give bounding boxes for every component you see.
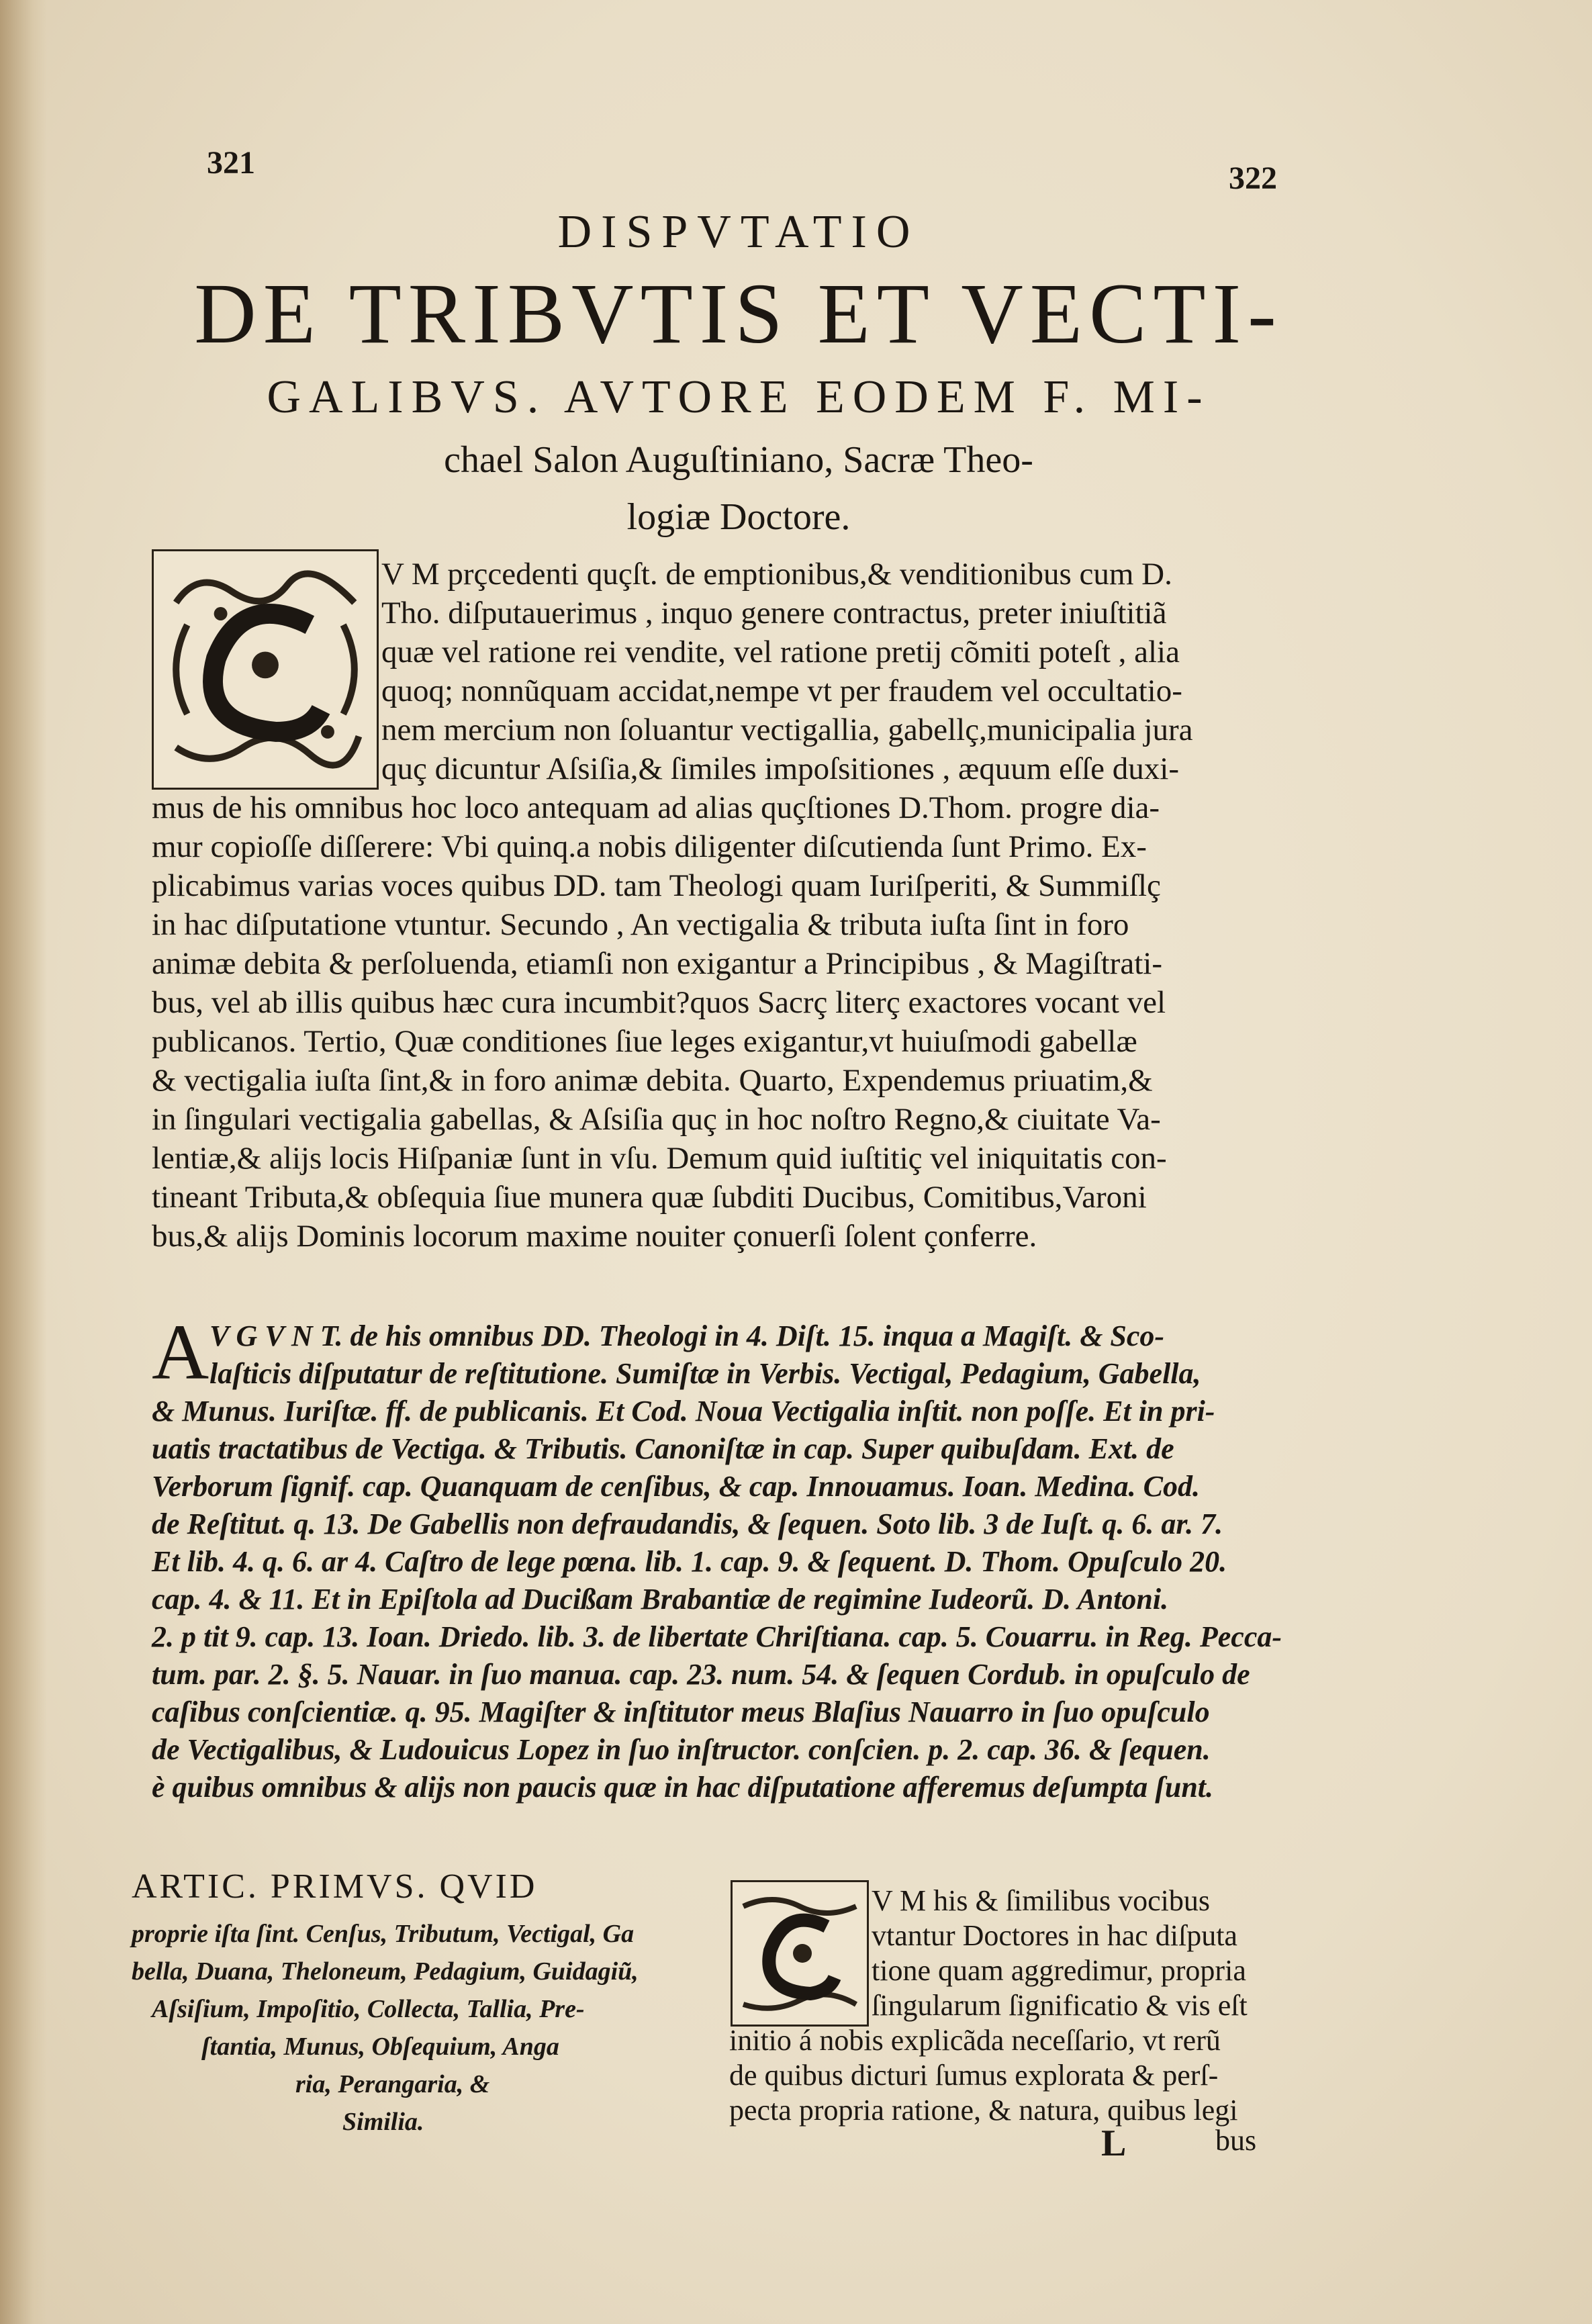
intro-line: in ſingulari vectigalia gabellas, & Aſsiſia quç in hoc noſtro Regno,& ciuitate Va- xyxy=(152,1102,1161,1137)
title-line-5: logiæ Doctore. xyxy=(626,496,851,538)
title-line-3: GALIBVS. AVTORE EODEM F. MI- xyxy=(267,371,1211,423)
augunt-line: Verborum ſignif. cap. Quanquam de cenſibus, & cap. Innouamus. Ioan. Medina. Cod. xyxy=(152,1470,1201,1503)
article-line: proprie iſta ſint. Cenſus, Tributum, Vectigal, Ga xyxy=(132,1920,635,1948)
right-column-line: vtantur Doctores in hac diſputa xyxy=(872,1919,1237,1952)
augunt-line: de Vectigalibus, & Ludouicus Lopez in ſuo inſtructor. conſcien. p. 2. cap. 36. & ſequen. xyxy=(152,1733,1211,1766)
intro-line: quç dicuntur Aſsiſia,& ſimiles impoſsitiones , æquum eſſe duxi- xyxy=(381,751,1179,786)
augunt-line: V G V N T. de his omnibus DD. Theologi in 4. Diſt. 15. inqua a Magiſt. & Sco- xyxy=(209,1319,1165,1352)
intro-line: tineant Tributa,& obſequia ſiue munera quæ ſubditi Ducibus, Comitibus,Varoni xyxy=(152,1180,1147,1215)
signature-mark: L xyxy=(1101,2123,1127,2164)
article-line: ria, Perangaria, & xyxy=(295,2070,490,2098)
intro-line: nem mercium non ſoluantur vectigallia, gabellç,municipalia jura xyxy=(381,712,1193,747)
ornament-icon xyxy=(154,551,377,788)
decorated-initial-c xyxy=(152,549,379,790)
article-line: Similia. xyxy=(342,2108,424,2136)
article-heading: ARTIC. PRIMVS. QVID xyxy=(132,1867,538,1906)
intro-line: bus, vel ab illis quibus hæc cura incumbit?quos Sacrç literç exactores vocant vel xyxy=(152,985,1166,1020)
binding-gutter xyxy=(0,0,47,2324)
augunt-line: laſticis diſputatur de reſtitutione. Sumiſtæ in Verbis. Vectigal, Pedagium, Gabella, xyxy=(209,1357,1201,1390)
catchword: bus xyxy=(1215,2124,1257,2157)
right-column-line: initio á nobis explicãda neceſſario, vt rerũ xyxy=(729,2024,1221,2057)
intro-line: Tho. diſputauerimus , inquo genere contractus, preter iniuſtitiã xyxy=(381,596,1167,631)
page-number-left: 321 xyxy=(207,145,255,181)
intro-line: V M prçcedenti quçſt. de emptionibus,& venditionibus cum D. xyxy=(381,557,1172,592)
augunt-line: è quibus omnibus & alijs non paucis quæ in hac diſputatione afferemus deſumpta ſunt. xyxy=(152,1771,1214,1804)
right-column-line: ſingularum ſignificatio & vis eſt xyxy=(872,1989,1248,2022)
augunt-line: uatis tractatibus de Vectiga. & Tributis. Canoniſtæ in cap. Super quibuſdam. Ext. de xyxy=(152,1432,1174,1465)
article-line: bella, Duana, Theloneum, Pedagium, Guidagiũ, xyxy=(132,1957,639,1986)
augunt-line: Et lib. 4. q. 6. ar 4. Caſtro de lege pœna. lib. 1. cap. 9. & ſequent. D. Thom. Opuſculo 20. xyxy=(152,1545,1227,1578)
augunt-line: & Munus. Iuriſtæ. ff. de publicanis. Et Cod. Noua Vectigalia inſtit. non poſſe. Et in pri- xyxy=(152,1395,1215,1428)
intro-line: publicanos. Tertio, Quæ conditiones ſiue leges exigantur,vt huiuſmodi gabellæ xyxy=(152,1024,1137,1059)
decorated-initial-c-small xyxy=(731,1880,869,2027)
title-line-4: chael Salon Auguſtiniano, Sacræ Theo- xyxy=(444,439,1033,481)
right-column-line: V M his & ſimilibus vocibus xyxy=(872,1884,1211,1917)
intro-line: quoq; nonnũquam accidat,nempe vt per fraudem vel occultatio- xyxy=(381,673,1182,708)
right-column-line: de quibus dicturi ſumus explorata & perſ- xyxy=(729,2059,1219,2092)
title-line-1: DISPVTATIO xyxy=(557,206,920,258)
intro-line: plicabimus varias voces quibus DD. tam Theologi quam Iuriſperiti, & Summiſlç xyxy=(152,868,1161,903)
intro-line: mur copioſſe diſſerere: Vbi quinq.a nobis diligenter diſcutienda ſunt Primo. Ex- xyxy=(152,829,1147,864)
intro-line: lentiæ,& alijs locis Hiſpaniæ ſunt in vſu. Demum quid iuſtitiç vel iniquitatis con- xyxy=(152,1141,1167,1176)
augunt-line: cap. 4. & 11. Et in Epiſtola ad Ducißam Brabantiæ de regimine Iudeorũ. D. Antoni. xyxy=(152,1583,1169,1616)
article-line: Aſsiſium, Impoſitio, Collecta, Tallia, Pre- xyxy=(152,1995,585,2023)
augunt-line: 2. p tit 9. cap. 13. Ioan. Driedo. lib. 3. de libertate Chriſtiana. cap. 5. Couarru. in Reg. Pecca- xyxy=(152,1620,1282,1653)
intro-line: quæ vel ratione rei vendite, vel ratione pretij cõmiti poteſt , alia xyxy=(381,635,1180,669)
title-line-2: DE TRIBVTIS ET VECTI- xyxy=(194,266,1283,361)
intro-line: & vectigalia iuſta ſint,& in foro animæ debita. Quarto, Expendemus priuatim,& xyxy=(152,1063,1153,1098)
page-number-right: 322 xyxy=(1229,160,1277,196)
title-block xyxy=(134,201,1343,545)
intro-line: bus,& alijs Dominis locorum maxime nouiter çonuerſi ſolent çonferre. xyxy=(152,1219,1037,1254)
intro-line: mus de his omnibus hoc loco antequam ad alias quçſtiones D.Thom. progre dia- xyxy=(152,790,1160,825)
augunt-initial: A xyxy=(152,1308,209,1396)
intro-line: animæ debita & perſoluenda, etiamſi non exigantur a Principibus , & Magiſtrati- xyxy=(152,946,1162,981)
right-column-line: pecta propria ratione, & natura, quibus legi xyxy=(729,2094,1238,2127)
article-line: ſtantia, Munus, Obſequium, Anga xyxy=(201,2033,559,2061)
ornament-icon-small xyxy=(733,1882,867,2025)
augunt-line: de Reſtitut. q. 13. De Gabellis non defraudandis, & ſequen. Soto lib. 3 de Iuſt. q. 6. ar. 7. xyxy=(152,1507,1223,1540)
intro-line: in hac diſputatione vtuntur. Secundo , An vectigalia & tributa iuſta ſint in foro xyxy=(152,907,1129,942)
augunt-line: tum. par. 2. §. 5. Nauar. in ſuo manua. cap. 23. num. 54. & ſequen Cordub. in opuſculo de xyxy=(152,1658,1250,1691)
right-column-line: tione quam aggredimur, propria xyxy=(872,1954,1246,1987)
augunt-line: caſibus conſcientiæ. q. 95. Magiſter & inſtitutor meus Blaſius Nauarro in ſuo opuſculo xyxy=(152,1695,1210,1728)
